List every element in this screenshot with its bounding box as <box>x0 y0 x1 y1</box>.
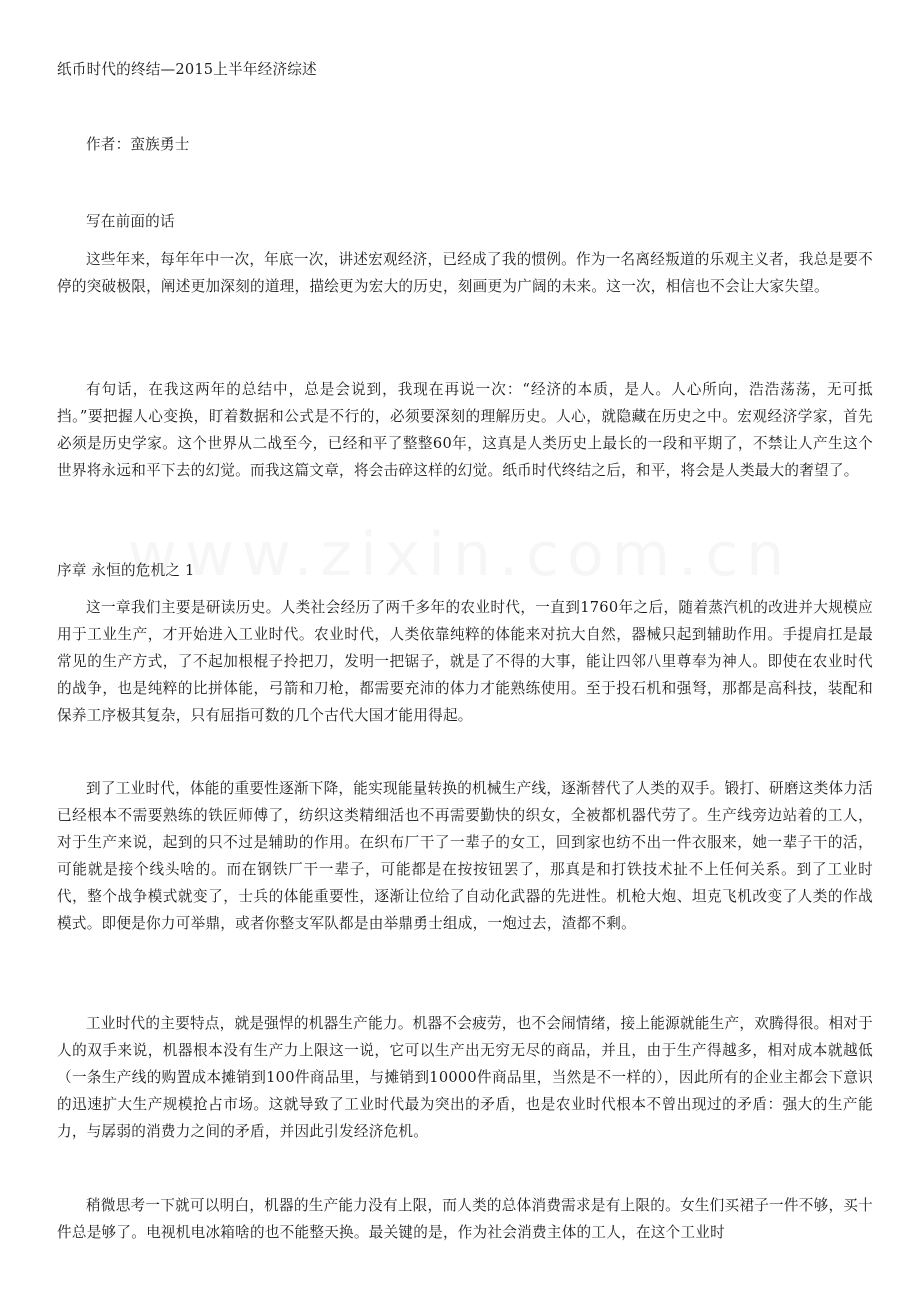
section-heading-foreword: 写在前面的话 <box>86 213 175 230</box>
paragraph-3: 这一章我们主要是研读历史。人类社会经历了两千多年的农业时代，一直到1760年之后，随着蒸汽机的改进并大规模应用于工业生产，才开始进入工业时代。农业时代，人类依靠纯粹的体能来对抗大自然，器械只起到辅助作用。手提肩扛是最常见的生产方式，了不起加根棍子拎把刀，发明一把锯子，就是了不得的大事，能让四邻八里尊奉为神人。即使在农业时代的战争，也是纯粹的比拼体能，弓箭和刀枪，都需要充沛的体力才能熟练使用。至于投石机和强弩，那都是高科技，装配和保养工序极其复杂，只有屈指可数的几个古代大国才能用得起。 <box>57 599 873 724</box>
author-line: 作者：蛮族勇士 <box>86 136 190 153</box>
paragraph-6: 稍微思考一下就可以明白，机器的生产能力没有上限，而人类的总体消费需求是有上限的。女生们买裙子一件不够，买十件总是够了。电视机电冰箱啥的也不能整天换。最关键的是，作为社会消费主体的工人，在这个工业时 <box>57 1197 873 1241</box>
paragraph-4: 到了工业时代，体能的重要性逐渐下降，能实现能量转换的机械生产线，逐渐替代了人类的双手。锻打、研磨这类体力活已经根本不需要熟练的铁匠师傅了，纺织这类精细活也不再需要勤快的织女，全被都机器代劳了。生产线旁边站着的工人，对于生产来说，起到的只不过是辅助的作用。在织布厂干了一辈子的女工，回到家也纺不出一件衣服来，她一辈子干的活，可能就是接个线头啥的。而在钢铁厂干一辈子，可能都是在按按钮罢了，那真是和打铁技术扯不上任何关系。到了工业时代，整个战争模式就变了，士兵的体能重要性，逐渐让位给了自动化武器的先进性。机枪大炮、坦克飞机改变了人类的作战模式。即便是你力可举鼎，或者你整支军队都是由举鼎勇士组成，一炮过去，渣都不剩。 <box>57 780 873 932</box>
paragraph-2: 有句话，在我这两年的总结中，总是会说到，我现在再说一次：“经济的本质，是人。人心所向，浩浩荡荡，无可抵挡。”要把握人心变换，盯着数据和公式是不行的，必须要深刻的理解历史。人心，就隐藏在历史之中。宏观经济学家，首先必须是历史学家。这个世界从二战至今，已经和平了整整60年，这真是人类历史上最长的一段和平期了，不禁让人产生这个世界将永远和平下去的幻觉。而我这篇文章，将会击碎这样的幻觉。纸币时代终结之后，和平，将会是人类最大的奢望了。 <box>57 381 873 479</box>
document-title: 纸币时代的终结—2015上半年经济综述 <box>57 61 317 78</box>
section-heading-prologue: 序章 永恒的危机之 1 <box>57 562 195 579</box>
paragraph-5: 工业时代的主要特点，就是强悍的机器生产能力。机器不会疲劳，也不会闹情绪，接上能源就能生产，欢腾得很。相对于人的双手来说，机器根本没有生产力上限这一说，它可以生产出无穷无尽的商品，并且，由于生产得越多，相对成本就越低（一条生产线的购置成本摊销到100件商品里，与摊销到10000件商品里，当然是不一样的），因此所有的企业主都会下意识的迅速扩大生产规模抢占市场。这就导致了工业时代最为突出的矛盾，也是农业时代根本不曾出现过的矛盾：强大的生产能力，与孱弱的消费力之间的矛盾，并因此引发经济危机。 <box>57 1015 873 1140</box>
paragraph-1: 这些年来，每年年中一次，年底一次，讲述宏观经济，已经成了我的惯例。作为一名离经叛道的乐观主义者，我总是要不停的突破极限，阐述更加深刻的道理，描绘更为宏大的历史，刻画更为广阔的未来。这一次，相信也不会让大家失望。 <box>57 251 873 295</box>
